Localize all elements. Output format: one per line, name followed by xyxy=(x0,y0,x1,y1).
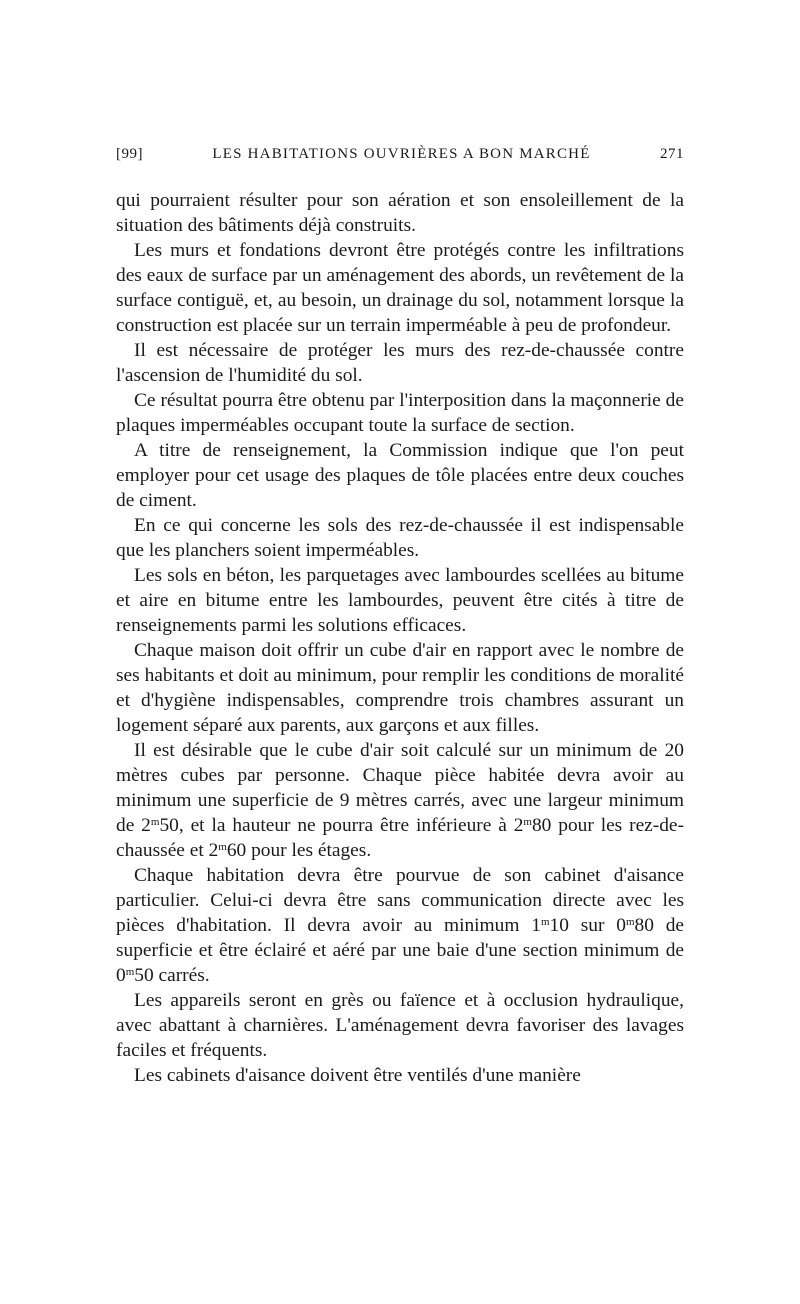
unit-superscript: m xyxy=(218,841,227,853)
text-run: 80 de superficie et être éclairé et aéré par une baie d'une section minimum de 0 xyxy=(116,915,685,986)
paragraph-cabinet xyxy=(116,863,684,988)
unit-superscript: m xyxy=(150,816,160,828)
paragraph: Les sols en béton, les parquetages avec lambourdes scellées au bitume et aire en bitume entre les lambourdes, peuvent être cités à titre de renseignements parmi les solutions efficaces. xyxy=(116,565,684,636)
paragraph: En ce qui concerne les sols des rez-de-chaussée il est indispensable que les planchers soient imperméables. xyxy=(116,515,684,561)
body-text xyxy=(116,188,684,1088)
paragraph: Il est nécessaire de protéger les murs des rez-de-chaussée contre l'ascension de l'humidité du sol. xyxy=(116,340,684,386)
book-page xyxy=(116,146,684,1088)
text-run: 10 sur 0 xyxy=(549,915,626,936)
text-run: 80 pour les rez-de-chaussée et 2 xyxy=(116,815,684,861)
paragraph: Ce résultat pourra être obtenu par l'interposition dans la maçonnerie de plaques imperméables occupant toute la surface de section. xyxy=(116,390,684,436)
paragraph: Les murs et fondations devront être protégés contre les infiltrations des eaux de surface par un aménagement des abords, un revêtement de la surface contiguë, et, au besoin, un drainage du sol, notamment lorsque la construction est placée sur un terrain imperméable à peu de profondeur. xyxy=(116,240,684,336)
running-title: LES HABITATIONS OUVRIÈRES A BON MARCHÉ xyxy=(212,146,591,162)
text-run: 60 pour les étages. xyxy=(226,840,372,861)
unit-superscript: m xyxy=(625,916,635,928)
unit-superscript: m xyxy=(523,816,532,828)
text-run: 50 carrés. xyxy=(134,965,210,986)
unit-superscript: m xyxy=(540,916,550,928)
text-run: 50, et la hauteur ne pourra être inférieure à 2 xyxy=(159,815,524,836)
text-run: Il est désirable que le cube d'air soit calculé sur un minimum de 20 mètres cubes par personne. Chaque pièce habitée devra avoir au minimum une superficie de 9 mètres carrés, avec une largeur minimum de 2 xyxy=(116,740,684,836)
text-run: Chaque habitation devra être pourvue de son cabinet d'aisance particulier. Celui-ci devra être sans communication directe avec les pièces d'habitation. Il devra avoir au minimum 1 xyxy=(116,865,684,936)
paragraph: Chaque maison doit offrir un cube d'air en rapport avec le nombre de ses habitants et doit au minimum, pour remplir les conditions de moralité et d'hygiène indispensables, comprendre trois chambres assurant un logement séparé aux parents, aux garçons et aux filles. xyxy=(116,640,684,736)
page-number: 271 xyxy=(659,146,684,162)
paragraph: Les cabinets d'aisance doivent être ventilés d'une manière xyxy=(134,1065,581,1086)
paragraph: A titre de renseignement, la Commission indique que l'on peut employer pour cet usage des plaques de tôle placées entre deux couches de ciment. xyxy=(116,440,684,511)
paragraph: Les appareils seront en grès ou faïence et à occlusion hydraulique, avec abattant à charnières. L'aménagement devra favoriser des lavages faciles et fréquents. xyxy=(116,990,684,1061)
paragraph: qui pourraient résulter pour son aération et son ensoleillement de la situation des bâtiments déjà construits. xyxy=(116,190,684,236)
paragraph-cube-air xyxy=(116,738,684,863)
section-number: [99] xyxy=(116,146,143,162)
unit-superscript: m xyxy=(125,966,135,978)
running-head xyxy=(116,146,684,170)
